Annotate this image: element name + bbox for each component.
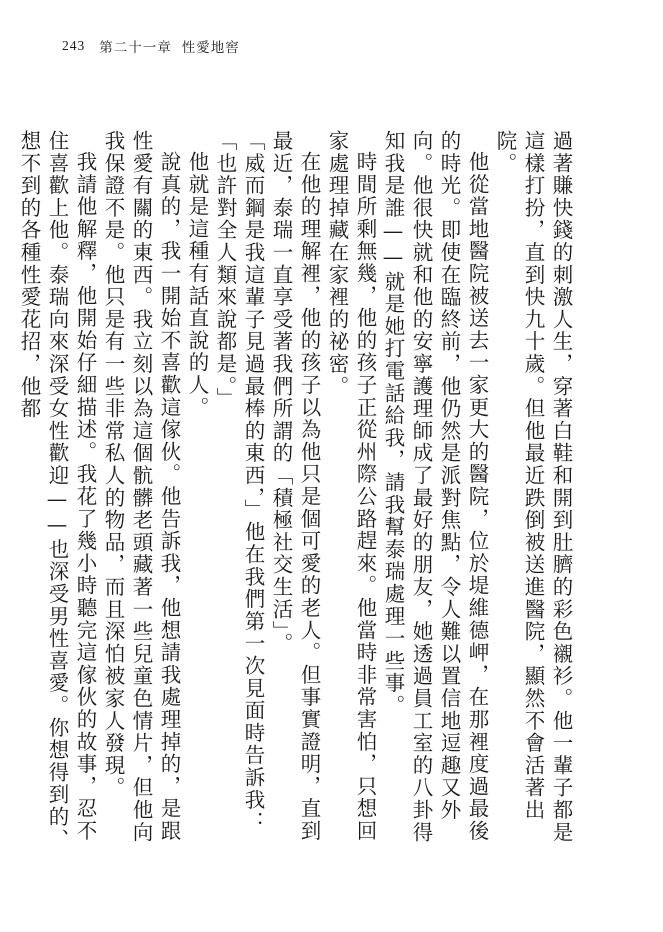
paragraph-6: 他就是這種有話直說的人。 (185, 150, 209, 419)
paragraph-5: 「威而鋼是我這輩子見過最棒的東西，」他在我們第一次見面時告訴我：「也許對全人類來說都是。」 (213, 130, 265, 834)
paragraph-3: 時間所剩無幾，他的孩子正從州際公路趕來。他當時非常害怕，只想回家處理掉藏在家裡的祕密。 (325, 130, 377, 842)
page-number: 243 (62, 38, 86, 53)
paragraph-7: 說真的，我一開始不喜歡這傢伙。他告訴我，他想請我處理掉的，是跟性愛有關的東西。我立刻以為這個骯髒老頭藏著一些兒童色情片，但他向我保證不是。他只是有一些非常私人的物品，而且深怕被家人發現。 (101, 130, 181, 844)
chapter-label: 第二十一章 (99, 40, 172, 56)
paragraph-2: 他從當地醫院被送去一家更大的醫院，位於堤維德岬，在那裡度過最後的時光。即使在臨終前，他仍然是派對焦點，令人難以置信地逗趣又外向。他很快就和他的安寧護理師成了最好的朋友，她透過員工室的八卦得知我是誰——就是她打電話給我，請我幫泰瑞處理一些事。 (381, 130, 489, 844)
chapter-title: 性愛地窖 (181, 40, 240, 56)
vertical-body-text (15, 130, 575, 860)
paragraph-8: 我請他解釋，他開始仔細描述。我花了幾小時聽完這傢伙的故事，忍不住喜歡上他。泰瑞向來深受女性歡迎——也深受男性喜愛。你想得到的、想不到的各種性愛花招，他都 (17, 130, 97, 851)
paragraph-1: 過著賺快錢的刺激人生，穿著白鞋和開到肚臍的彩色襯衫。他一輩子都是這樣打扮，直到快九十歲。但他最近跌倒被送進醫院，顯然不會活著出院。 (493, 130, 573, 844)
paragraph-4: 在他的理解裡，他的孩子以為他只是個可愛的老人。但事實證明，直到最近，泰瑞一直享受著我們所謂的「積極社交生活」。 (269, 130, 321, 842)
running-header (62, 36, 240, 56)
